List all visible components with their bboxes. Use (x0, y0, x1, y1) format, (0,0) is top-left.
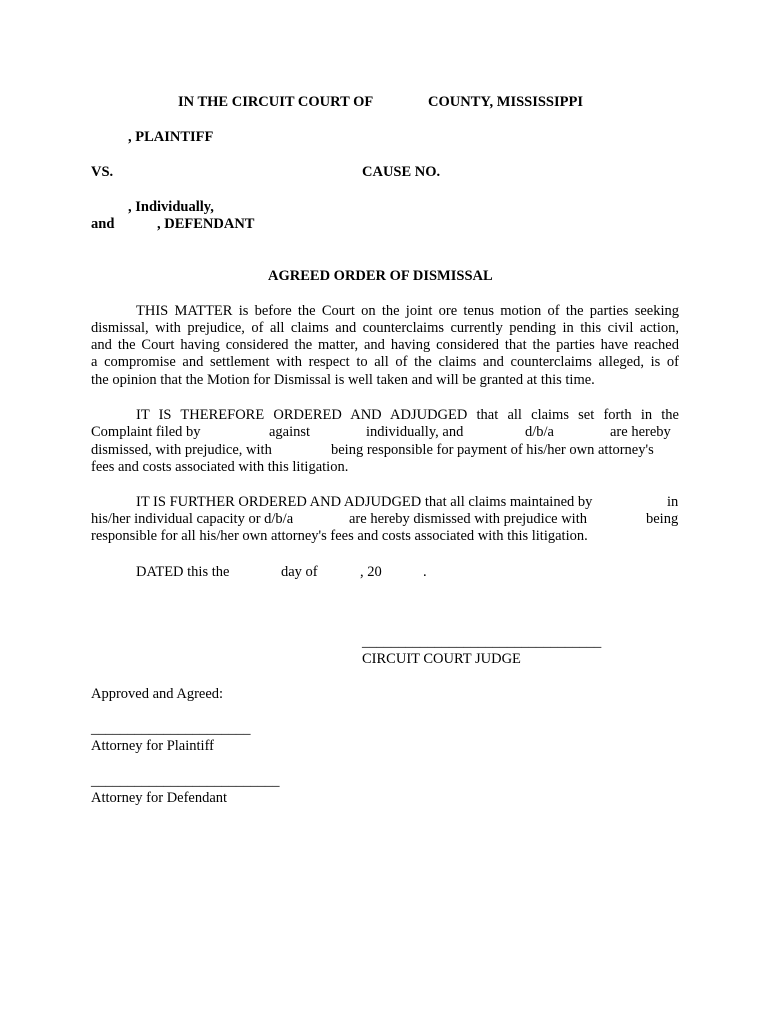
paragraph-2-dismissed: dismissed, with prejudice, with (91, 442, 272, 458)
individually-caption: , Individually, (128, 199, 214, 215)
plaintiff-attorney-label: Attorney for Plaintiff (91, 738, 214, 754)
paragraph-3-capacity: his/her individual capacity or d/b/a (91, 511, 294, 527)
plaintiff-caption: , PLAINTIFF (128, 129, 214, 145)
paragraph-3-line-3: responsible for all his/her own attorney's fees and costs associated with this litigation. (91, 528, 588, 544)
paragraph-3-dismissed: are hereby dismissed with prejudice with (349, 511, 587, 527)
judge-signature-label: CIRCUIT COURT JUDGE (362, 651, 521, 667)
paragraph-3-further-ordered: IT IS FURTHER ORDERED AND ADJUDGED that all claims maintained by (136, 494, 593, 510)
dated-period: . (423, 564, 427, 580)
paragraph-1-line-2: dismissal, with prejudice, of all claims and counterclaims currently pending in this civil action, (91, 320, 679, 336)
paragraph-3-in: in (667, 494, 679, 510)
dated-year: , 20 (360, 564, 382, 580)
paragraph-2-line-1: IT IS THEREFORE ORDERED AND ADJUDGED that all claims set forth in the (136, 407, 679, 423)
dated-prefix: DATED this the (136, 564, 230, 580)
paragraph-1-line-5: the opinion that the Motion for Dismissal is well taken and will be granted at this time. (91, 372, 595, 388)
dated-day-of: day of (281, 564, 318, 580)
paragraph-2-dba: d/b/a (525, 424, 554, 440)
paragraph-2-are-hereby: are hereby (610, 424, 671, 440)
paragraph-2-line-4: fees and costs associated with this litigation. (91, 459, 349, 475)
paragraph-2-against: against (269, 424, 311, 440)
versus-label: VS. (91, 164, 114, 180)
and-label: and (91, 216, 115, 232)
plaintiff-attorney-line: ______________________ (91, 721, 251, 737)
approved-heading: Approved and Agreed: (91, 686, 224, 702)
paragraph-3-being: being (646, 511, 679, 527)
paragraph-1-line-4: a compromise and settlement with respect to all of the claims and counterclaims alleged, is of (91, 354, 679, 370)
document-title: AGREED ORDER OF DISMISSAL (268, 268, 493, 284)
paragraph-2-complaint-filed: Complaint filed by (91, 424, 201, 440)
paragraph-2-responsible: being responsible for payment of his/her own attorney's (331, 442, 654, 458)
defendant-caption: , DEFENDANT (157, 216, 255, 232)
defendant-attorney-label: Attorney for Defendant (91, 790, 228, 806)
court-heading-right: COUNTY, MISSISSIPPI (428, 94, 583, 110)
defendant-attorney-line: __________________________ (91, 773, 280, 789)
court-heading-left: IN THE CIRCUIT COURT OF (178, 94, 374, 110)
paragraph-2-individually: individually, and (366, 424, 464, 440)
cause-number-label: CAUSE NO. (362, 164, 441, 180)
paragraph-1-line-3: and the Court having considered the matter, and having considered that the parties have reached (91, 337, 679, 353)
paragraph-1-line-1: THIS MATTER is before the Court on the joint ore tenus motion of the parties seeking (136, 303, 679, 319)
judge-signature-line: _________________________________ (362, 634, 602, 650)
